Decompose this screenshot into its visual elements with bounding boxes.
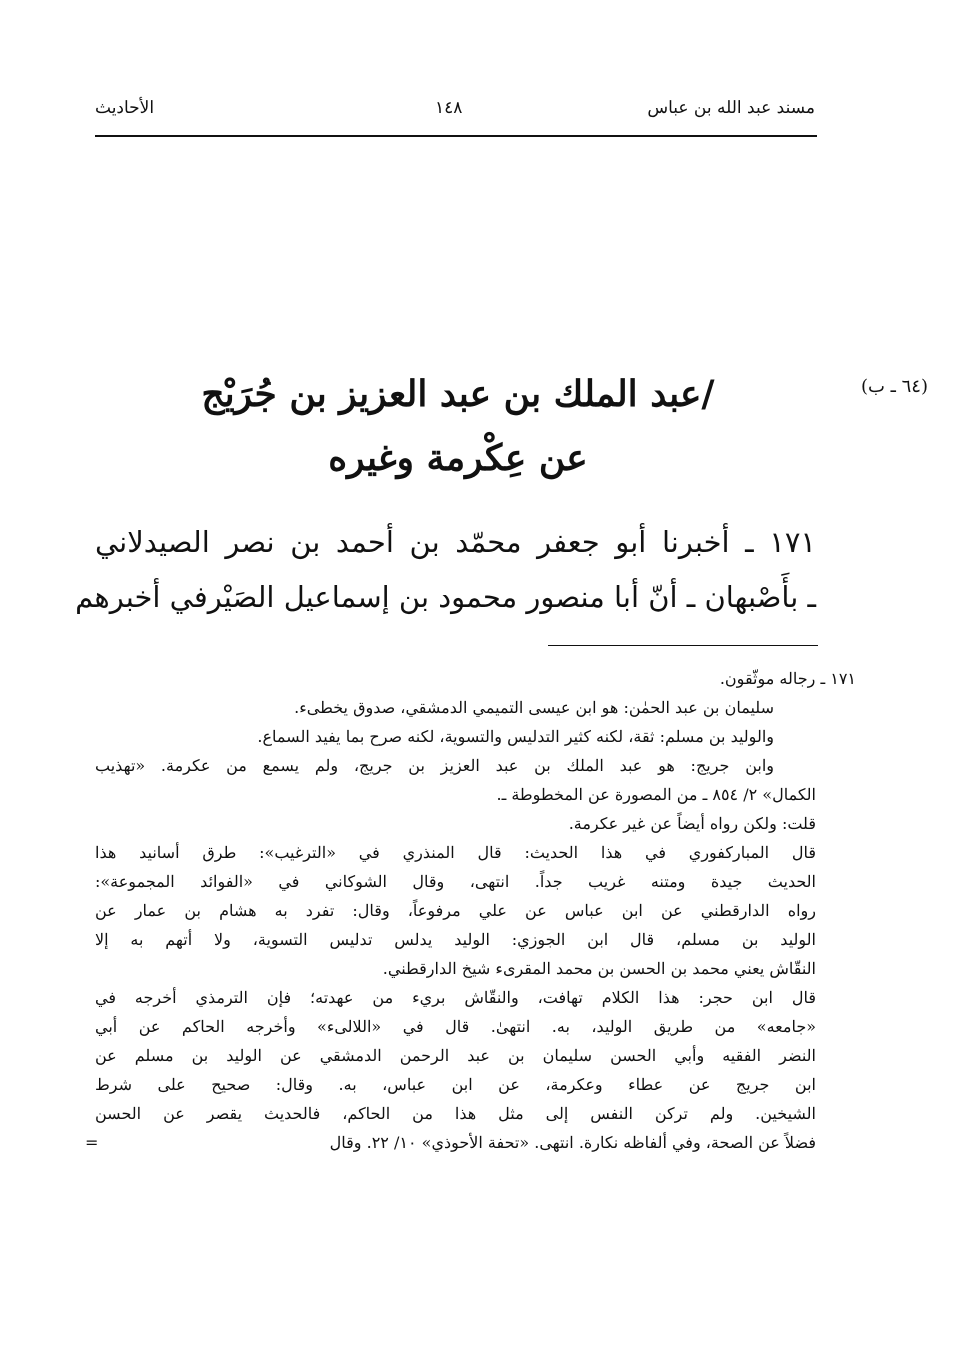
footnotes [85,664,856,1157]
book-title: مسند عبد الله بن عباس [647,98,815,118]
footnote-line: الشيخين. ولم تركن النفس إلى مثل هذا من الحاكم، فالحديث يقصر عن الحسن [95,1104,816,1123]
footnote-rule [548,645,818,646]
chapter-title-line-1: /عبد الملك بن عبد العزيز بن جُرَيْج [201,373,715,415]
continuation-mark: = [85,1133,99,1152]
footnote-line: قلت: ولكن رواه أيضاً عن غير عكرمة. [568,814,816,833]
footnote-line: الكمال» ٢/ ٨٥٤ ـ من المصورة عن المخطوطة ـ. [496,785,816,804]
footnote-line: وابن جريج: هو عبد الملك بن عبد العزيز بن جريج، ولم يسمع من عكرمة. «تهذيب [95,756,774,775]
footnote-line [85,1128,816,1157]
footnote-line: سليمان بن عبد الحمٰن: هو ابن عيسى التميمي الدمشقي، صدوق يخطىء. [294,698,774,717]
footnote-line: والوليد بن مسلم: ثقة، لكنه كثير التدليس والتسوية، لكنه صرح بما يفيد السماع. [257,727,774,746]
footnote-line: النضر الفقيه وأبي الحسن سليمان بن عبد الرحمن الدمشقي عن الوليد بن مسلم عن [95,1046,816,1065]
footnote-line: «جامعه» من طريق الوليد، به. انتهىٰ. قال في «اللالىء» وأخرجه الحاكم عن أبي [95,1017,816,1036]
chapter-title-line-2: عن عِكْرمة وغيره [328,437,588,479]
section-title: الأحاديث [95,98,155,118]
hadith-text [75,515,816,625]
footnote-line: رواه الدارقطني عن ابن عباس عن علي مرفوعاً، وقال: تفرد به هشام بن عمار عن [95,901,816,920]
footnote-line: قال المباركفوري في هذا الحديث: قال المنذري في «الترغيب»: طرق أسانيد هذا [95,843,816,862]
running-head [95,98,815,132]
footnote-line: ابن جريج عن عطاء وعكرمة، عن ابن عباس، به. وقال: صحيح على شرط [95,1075,816,1094]
page-number: ١٤٨ [435,98,463,118]
hadith-line-2: ـ بأَصْبهان ـ أنّ أبا منصور محمود بن إسماعيل الصَيْرفي أخبرهم [75,580,816,614]
footnote-line: ١٧١ ـ رجاله موثّقون. [719,669,856,688]
manuscript-folio-note: (٦٤ ـ ب) [860,376,928,397]
header-rule [95,135,817,137]
footnote-line: النقّاش يعني محمد بن الحسن بن محمد المقرىء شيخ الدارقطني. [382,959,816,978]
footnote-last-text: فضلاً عن الصحة، وفي ألفاظه نكارة. انتهى. «تحفة الأحوذي» ١٠/ ٢٢. وقال [329,1133,816,1152]
chapter-title [100,362,816,490]
footnote-line: قال ابن حجر: هذا الكلام تهافت، والنقّاش بريء من عهدته؛ فإن الترمذي أخرجه في [95,988,816,1007]
footnote-line: الوليد بن مسلم، قال ابن الجوزي: الوليد يدلس تدليس التسوية، ولا أتهم به إلا [95,930,816,949]
footnote-line: الحديث جيدة ومتنه غريب جداً. انتهى، وقال الشوكاني في «الفوائد المجموعة»: [95,872,816,891]
hadith-line-1: ١٧١ ـ أخبرنا أبو جعفر محمّد بن أحمد بن نصر الصيدلاني [95,525,816,559]
